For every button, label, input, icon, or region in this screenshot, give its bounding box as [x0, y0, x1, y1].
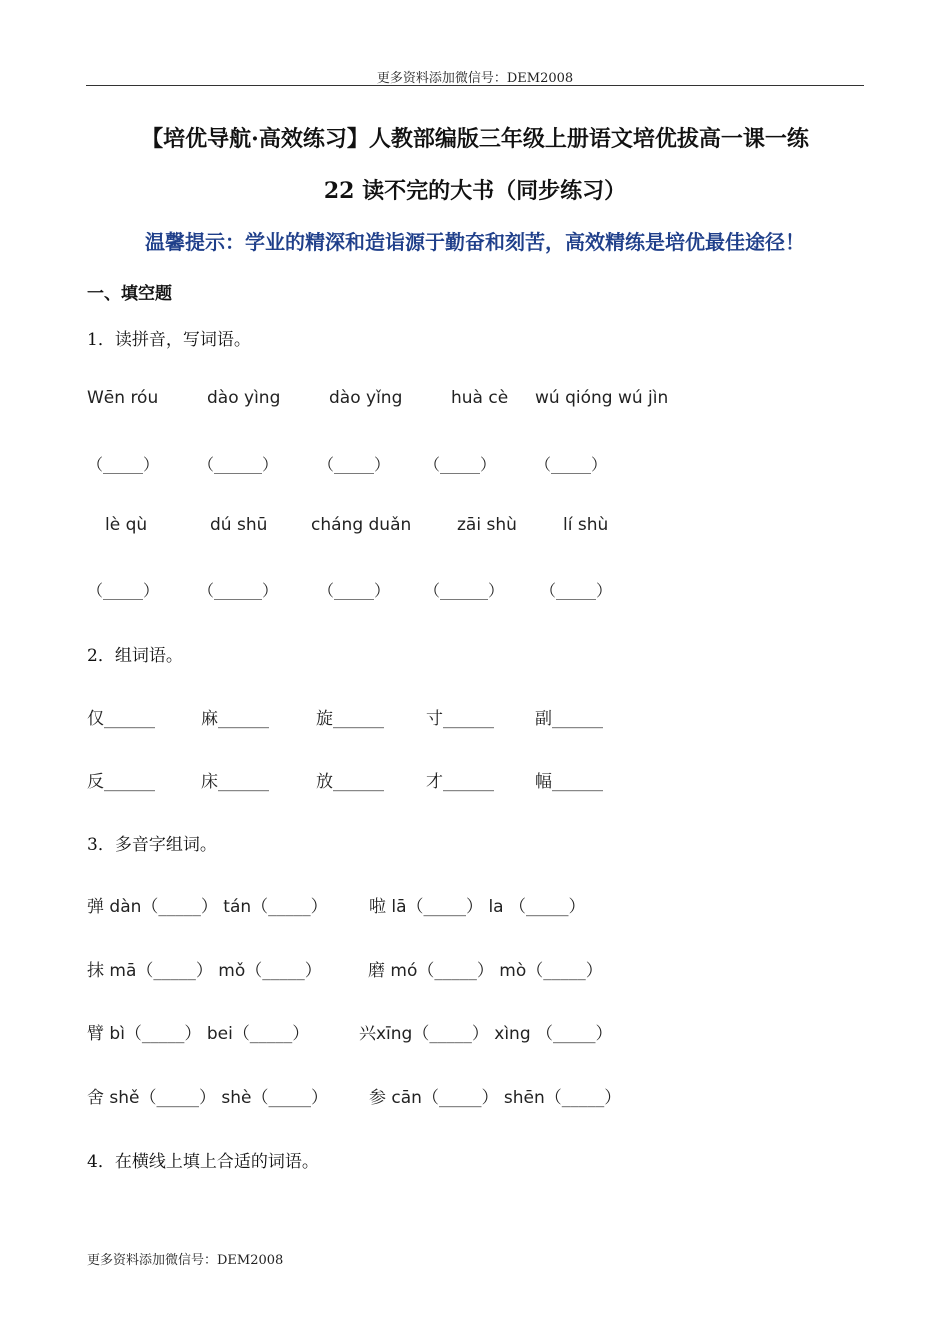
answer-blank[interactable]: （_____）	[318, 455, 391, 474]
pinyin-item: dú shū	[210, 515, 268, 535]
answer-blank[interactable]: （______）	[424, 581, 505, 600]
answer-blank[interactable]: （_____）	[251, 897, 328, 917]
polyphone-char: 弹	[87, 897, 104, 917]
pinyin-reading: lā	[391, 897, 407, 917]
word-blank[interactable]: 反______	[87, 772, 155, 792]
document-title-line1: 【培优导航·高效练习】人教部编版三年级上册语文培优拔高一课一练	[141, 126, 809, 152]
pinyin-reading: bei	[206, 1024, 233, 1044]
answer-blank[interactable]: （_____）	[139, 1088, 216, 1108]
polyphone-entry	[369, 1083, 621, 1108]
answer-blank[interactable]: （_____）	[245, 961, 322, 981]
word-blank[interactable]: 寸______	[426, 709, 494, 729]
word-blank[interactable]: 麻______	[201, 709, 269, 729]
answer-blank[interactable]: （_____）	[251, 1088, 328, 1108]
pinyin-item: lí shù	[563, 515, 609, 535]
pinyin-reading: xìng	[494, 1024, 531, 1044]
page-footer-text: 更多资料添加微信号：DEM2008	[87, 1253, 284, 1268]
word-blank[interactable]: 仅______	[87, 709, 155, 729]
answer-blank[interactable]: （_____）	[540, 581, 613, 600]
answer-blank[interactable]: （_____）	[87, 581, 160, 600]
pinyin-reading: shēn	[503, 1088, 545, 1108]
q3-prompt: 3．多音字组词。	[87, 835, 217, 855]
polyphone-char: 兴	[359, 1024, 376, 1044]
pinyin-reading: mǒ	[218, 961, 246, 981]
answer-blank[interactable]: （_____）	[424, 455, 497, 474]
pinyin-reading: mā	[109, 961, 137, 981]
pinyin-reading: tán	[223, 897, 252, 917]
pinyin-reading: xīng	[376, 1024, 413, 1044]
pinyin-reading: bì	[109, 1024, 125, 1044]
pinyin-item: wú qióng wú jìn	[535, 388, 669, 408]
word-blank[interactable]: 床______	[201, 772, 269, 792]
answer-blank[interactable]: （_____）	[232, 1024, 310, 1044]
answer-blank[interactable]: （_____）	[412, 1024, 489, 1044]
pinyin-item: cháng duǎn	[311, 515, 412, 535]
answer-blank[interactable]: （_____）	[87, 455, 160, 474]
pinyin-item: huà cè	[451, 388, 509, 408]
answer-blank[interactable]: （______）	[198, 455, 279, 474]
pinyin-item: dào yìng	[207, 388, 281, 408]
answer-blank[interactable]: （_____）	[544, 1088, 622, 1108]
pinyin-item: dào yǐng	[329, 388, 403, 408]
answer-blank[interactable]: （_____）	[536, 1024, 613, 1044]
polyphone-entry	[359, 1019, 613, 1044]
polyphone-entry	[87, 956, 322, 981]
polyphone-char: 磨	[368, 961, 385, 981]
pinyin-reading: mò	[499, 961, 527, 981]
polyphone-entry	[87, 892, 328, 917]
pinyin-reading: mó	[390, 961, 418, 981]
answer-blank[interactable]: （_____）	[509, 897, 586, 917]
word-blank[interactable]: 幅______	[535, 772, 603, 792]
answer-blank[interactable]: （______）	[198, 581, 279, 600]
polyphone-entry	[368, 956, 603, 981]
word-blank[interactable]: 才______	[426, 772, 494, 792]
word-blank[interactable]: 旋______	[316, 709, 384, 729]
pinyin-reading: shè	[221, 1088, 252, 1108]
answer-blank[interactable]: （_____）	[417, 961, 494, 981]
answer-blank[interactable]: （_____）	[124, 1024, 202, 1044]
polyphone-char: 抹	[87, 961, 104, 981]
page-header-text: 更多资料添加微信号：DEM2008	[376, 71, 574, 86]
q4-prompt: 4．在横线上填上合适的词语。	[87, 1152, 319, 1172]
polyphone-char: 啦	[369, 897, 386, 917]
answer-blank[interactable]: （_____）	[406, 897, 484, 917]
answer-blank[interactable]: （_____）	[421, 1088, 499, 1108]
answer-blank[interactable]: （_____）	[136, 961, 213, 981]
answer-blank[interactable]: （_____）	[535, 455, 608, 474]
polyphone-entry	[87, 1019, 309, 1044]
polyphone-char: 舍	[87, 1088, 104, 1108]
q2-prompt: 2．组词语。	[87, 646, 183, 666]
pinyin-reading: la	[488, 897, 504, 917]
word-blank[interactable]: 副______	[535, 709, 603, 729]
pinyin-item: Wēn róu	[87, 388, 159, 408]
answer-blank[interactable]: （_____）	[526, 961, 603, 981]
pinyin-item: zāi shù	[457, 515, 517, 535]
pinyin-reading: shě	[109, 1088, 140, 1108]
q1-prompt: 1．读拼音，写词语。	[87, 330, 251, 350]
pinyin-item: lè qù	[105, 515, 148, 535]
answer-blank[interactable]: （_____）	[318, 581, 391, 600]
answer-blank[interactable]: （_____）	[141, 897, 218, 917]
polyphone-entry	[87, 1083, 328, 1108]
tip-banner: 温馨提示：学业的精深和造诣源于勤奋和刻苦，高效精练是培优最佳途径！	[145, 230, 805, 254]
polyphone-char: 臂	[87, 1024, 104, 1044]
pinyin-reading: cān	[391, 1088, 422, 1108]
document-title-line2: 22 读不完的大书（同步练习）	[323, 178, 627, 204]
word-blank[interactable]: 放______	[316, 772, 384, 792]
polyphone-entry	[369, 892, 586, 917]
polyphone-char: 参	[369, 1088, 386, 1108]
section-title: 一、填空题	[87, 284, 172, 304]
header-rule	[86, 85, 864, 86]
pinyin-reading: dàn	[109, 897, 142, 917]
